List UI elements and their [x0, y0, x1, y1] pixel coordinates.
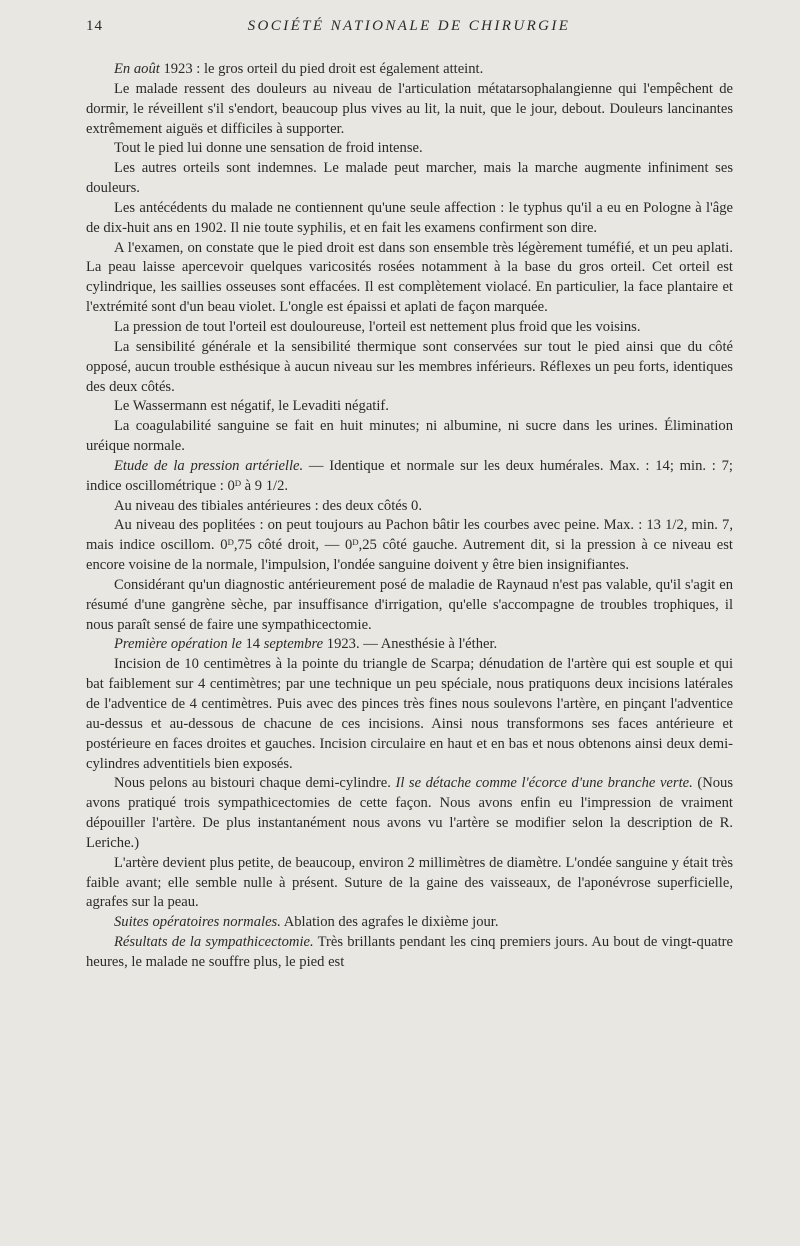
text-run: (Nous avons pratiqué trois sympathicectomies de cette façon. Nous avons enfin eu l'impression de vraiment dépouiller l'artère. De plus instantanément nous avons vu l'artère se modifier selon la description de R. Leriche.) [86, 775, 734, 851]
paragraph [86, 913, 733, 933]
text-run: Considérant qu'un diagnostic antérieurement posé de maladie de Raynaud n'est pas valable, qu'il s'agit en résumé d'une gangrène sèche, par insuffisance d'irrigation, qu'elle s'accompagne de troubles trophiques, il nous paraît sensé de faire une sympathicectomie. [86, 576, 733, 633]
paragraph [86, 655, 733, 774]
body-text [86, 60, 733, 973]
paragraph [86, 239, 733, 318]
paragraph [86, 635, 733, 655]
text-run: La pression de tout l'orteil est douloureuse, l'orteil est nettement plus froid que les voisins. [114, 318, 641, 335]
text-run: A l'examen, on constate que le pied droit est dans son ensemble très légèrement tuméfié, et un peu aplati. La peau laisse apercevoir quelques varicosités rosées notamment à la base du gros orteil. Cet orteil est cylindrique, les saillies osseuses sont effacées. Il est complètement violacé. En particulier, la face plantaire et l'extrémité sont d'un beau violet. L'ongle est épaissi et aplati de façon marquée. [86, 239, 733, 316]
paragraph [86, 854, 733, 914]
text-run: Le malade ressent des douleurs au niveau de l'articulation métatarsophalangienne qui l'empêchent de dormir, le réveillent s'il s'endort, beaucoup plus vives au lit, la nuit, que le jour, debout. Douleurs lancinantes extrêmement aiguës et difficiles à supporter. [86, 80, 733, 137]
paragraph [86, 397, 733, 417]
paragraph [86, 338, 733, 398]
paragraph [86, 933, 733, 973]
text-run: Ablation des agrafes le dixième jour. [280, 914, 499, 931]
text-run: — Identique et normale sur les deux humérales. Max. : 14; min. : 7; indice oscillométrique : 0ᴰ à 9 1/2. [86, 457, 733, 494]
text-run: Tout le pied lui donne une sensation de froid intense. [114, 140, 423, 157]
text-run: Au niveau des tibiales antérieures : des deux côtés 0. [114, 497, 422, 514]
paragraph [86, 774, 733, 853]
text-run: Nous pelons au bistouri chaque demi-cylindre. [114, 775, 396, 792]
text-run: La sensibilité générale et la sensibilité thermique sont conservées sur tout le pied ainsi que du côté opposé, aucun trouble esthésique à aucun niveau sur les membres inférieurs. Réflexes un peu forts, identiques des deux côtés. [86, 338, 733, 395]
italic-run: Il se détache comme l'écorce d'une branche verte. [395, 775, 693, 792]
paragraph [86, 417, 733, 457]
text-run: Très brillants pendant les cinq premiers jours. Au bout de vingt-quatre heures, le malade ne souffre plus, le pied est [86, 934, 733, 970]
text-run: Le Wassermann est négatif, le Levaditi négatif. [114, 398, 389, 415]
text-run: 1923 : le gros orteil du pied droit est également atteint. [159, 61, 484, 77]
text-run: La coagulabilité sanguine se fait en huit minutes; ni albumine, ni sucre dans les urines. Élimination uréique normale. [86, 418, 733, 455]
text-run: 14 [241, 636, 264, 653]
text-run: Les autres orteils sont indemnes. Le malade peut marcher, mais la marche augmente infiniment ses douleurs. [86, 160, 733, 197]
paragraph [86, 139, 733, 159]
paragraph [86, 516, 733, 576]
paragraph [86, 60, 733, 80]
page-number: 14 [86, 18, 103, 34]
paragraph [86, 497, 733, 517]
paragraph [86, 318, 733, 338]
paragraph [86, 80, 733, 140]
italic-run: Suites opératoires normales. [114, 914, 281, 931]
italic-run: Résultats de la sympathicectomie. [114, 934, 314, 951]
text-run: Au niveau des poplitées : on peut toujours au Pachon bâtir les courbes avec peine. Max. : 13 1/2, min. 7, mais indice oscillom. 0ᴰ,75 côté droit, — 0ᴰ,25 côté gauche. Autrement dit, si la pression à ce niveau est encore voisine de la normale, l'impulsion, l'ondée sanguine doivent y être bien insignifiantes. [86, 517, 733, 574]
paragraph [86, 199, 733, 239]
italic-run: Première opération le [114, 636, 242, 653]
paragraph [86, 457, 733, 497]
text-run: 1923. — Anesthésie à l'éther. [323, 636, 498, 653]
italic-run: En août [114, 61, 160, 77]
text-run: Incision de 10 centimètres à la pointe du triangle de Scarpa; dénudation de l'artère qui est souple et qui bat faiblement sur 4 centimètres; par une technique un peu spéciale, nous pratiquons deux incisions latérales de l'adventice de 4 centimètres. Puis avec des pinces très fines nous soulevons l'artère, en pinçant l'adventice au-dessus et au-dessous de chacune de ces incisions. Ainsi nous transformons ses faces antérieure et postérieure en faces droites et gauches. Incision circulaire en haut et en bas et nous obtenons ainsi deux demi-cylindres adventitiels bien exposés. [86, 656, 733, 772]
page-header [86, 18, 732, 38]
text-run: L'artère devient plus petite, de beaucoup, environ 2 millimètres de diamètre. L'ondée sanguine y était très faible avant; elle semble nulle à présent. Suture de la gaine des vaisseaux, de l'aponévrose superficielle, agrafes sur la peau. [86, 854, 733, 911]
paragraph [86, 576, 733, 636]
italic-run: Etude de la pression artérielle. [114, 457, 304, 474]
text-run: Les antécédents du malade ne contiennent qu'une seule affection : le typhus qu'il a eu en Pologne à l'âge de dix-huit ans en 1902. Il nie toute syphilis, et en fait les examens confirment son dire. [86, 199, 733, 236]
paragraph [86, 159, 733, 199]
italic-run: septembre [263, 636, 324, 653]
running-title: SOCIÉTÉ NATIONALE DE CHIRURGIE [247, 18, 571, 34]
